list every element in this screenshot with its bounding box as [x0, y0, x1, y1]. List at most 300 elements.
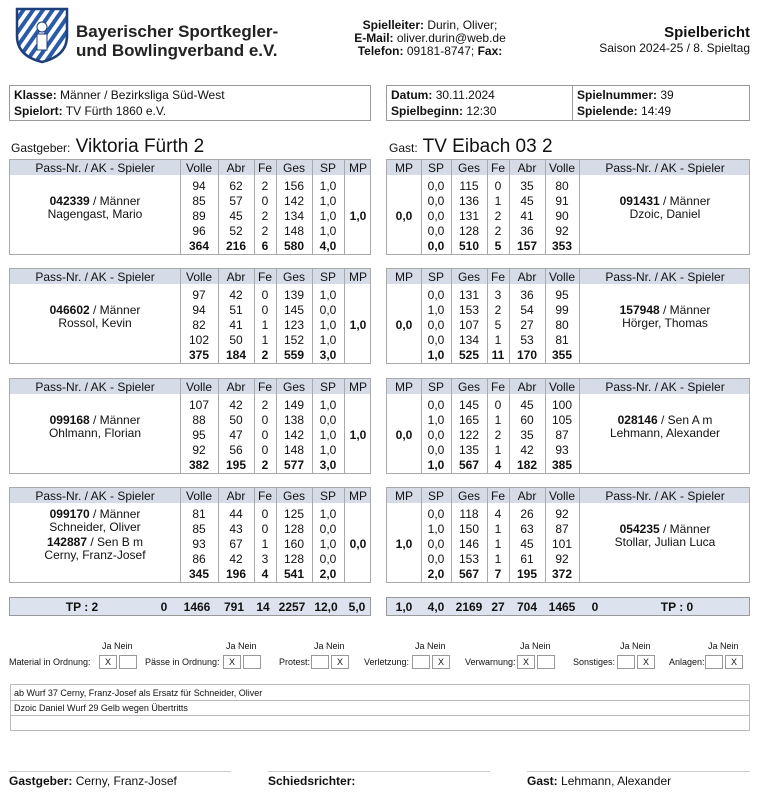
sum-cell: 355: [551, 348, 573, 362]
score-cell: 107: [458, 318, 480, 332]
column-header: Pass-Nr. / AK - Spieler: [605, 380, 725, 394]
score-cell: 41: [520, 209, 534, 223]
pass-number: 099170: [49, 507, 90, 521]
host-player-block: [9, 378, 371, 474]
host-sign-name: Cerny, Franz-Josef: [75, 774, 177, 788]
column-header: Ges: [282, 161, 305, 175]
pass-number: 091431: [619, 194, 660, 208]
score-cell: 131: [458, 209, 480, 223]
guest-total-fe: 27: [491, 600, 505, 614]
player-pass-line: [10, 194, 180, 208]
column-header: Fe: [490, 380, 505, 394]
nummer-label: Spielnummer:: [577, 88, 658, 102]
klasse-label: Klasse:: [14, 88, 57, 102]
sum-cell: 375: [188, 348, 210, 362]
ende-value: 14:49: [641, 104, 672, 118]
sum-cell: 2: [261, 348, 269, 362]
score-cell: 93: [555, 443, 569, 457]
match-time-box: [386, 85, 750, 121]
sum-cell: 7: [494, 567, 502, 581]
sum-cell: 2,0: [319, 567, 337, 581]
column-header: Ges: [457, 161, 480, 175]
sum-cell: 567: [458, 567, 480, 581]
score-cell: 62: [229, 179, 243, 193]
column-header: Abr: [517, 489, 537, 503]
player-name: Lehmann, Alexander: [609, 426, 721, 440]
column-header: Pass-Nr. / AK - Spieler: [35, 489, 155, 503]
column-header: Volle: [185, 161, 213, 175]
score-cell: 94: [192, 179, 206, 193]
guest-total-abr: 704: [516, 600, 538, 614]
host-tp: TP : 2: [65, 600, 99, 614]
score-cell: 1: [261, 318, 269, 332]
age-class: / Sen A m: [661, 413, 713, 427]
score-cell: 90: [555, 209, 569, 223]
sum-cell: 345: [188, 567, 210, 581]
player-name: Ohlmann, Florian: [48, 426, 142, 440]
score-cell: 0: [261, 522, 269, 536]
host-team: [11, 136, 204, 158]
sum-cell: 372: [551, 567, 573, 581]
score-cell: 1,0: [319, 179, 337, 193]
score-cell: 93: [192, 537, 206, 551]
score-cell: 1: [494, 552, 502, 566]
column-header: SP: [427, 270, 444, 284]
column-header: Pass-Nr. / AK - Spieler: [605, 489, 725, 503]
score-cell: 101: [551, 537, 573, 551]
age-class: / Männer: [663, 522, 711, 536]
score-cell: 47: [229, 428, 243, 442]
check-yes-box[interactable]: X: [99, 655, 117, 669]
score-cell: 2: [494, 428, 502, 442]
sum-cell: 4,0: [319, 239, 337, 253]
check-no-box[interactable]: X: [637, 655, 655, 669]
score-cell: 0,0: [319, 303, 337, 317]
score-cell: 61: [520, 552, 534, 566]
score-cell: 50: [229, 413, 243, 427]
score-cell: 2: [494, 303, 502, 317]
score-cell: 43: [229, 522, 243, 536]
score-cell: 1: [494, 194, 502, 208]
score-cell: 0: [261, 303, 269, 317]
note-line: ab Wurf 37 Cerny, Franz-Josef als Ersatz für Schneider, Oliver: [14, 688, 263, 698]
check-label: Sonstiges:: [573, 657, 616, 667]
score-cell: 56: [229, 443, 243, 457]
check-no-box[interactable]: [537, 655, 555, 669]
score-cell: 26: [520, 507, 534, 521]
phone-label: Telefon:: [357, 44, 404, 58]
score-cell: 0,0: [427, 552, 445, 566]
sum-cell: 11: [491, 348, 505, 362]
check-label: Anlagen:: [669, 657, 705, 667]
sum-cell: 385: [551, 458, 573, 472]
score-cell: 1: [494, 537, 502, 551]
player-pass-line: [10, 507, 180, 521]
guest-team-name: TV Eibach 03 2: [422, 136, 553, 157]
score-cell: 125: [283, 507, 305, 521]
pass-number: 099168: [49, 413, 90, 427]
guest-player-block: [386, 487, 750, 583]
org-line-2: und Bowlingverband e.V.: [76, 41, 278, 60]
age-class: / Männer: [93, 507, 141, 521]
match-points: 0,0: [395, 318, 413, 332]
score-cell: 44: [229, 507, 243, 521]
pass-number: 028146: [617, 413, 658, 427]
host-total-sp: 12,0: [314, 600, 338, 614]
score-cell: 67: [229, 537, 243, 551]
sum-cell: 195: [225, 458, 247, 472]
ende-label: Spielende:: [577, 104, 638, 118]
check-no-box[interactable]: X: [331, 655, 349, 669]
score-cell: 45: [229, 209, 243, 223]
column-header: Ges: [457, 489, 480, 503]
score-cell: 0,0: [427, 179, 445, 193]
player-name: Dzoic, Daniel: [629, 207, 701, 221]
guest-total-mp: 1,0: [395, 600, 413, 614]
score-cell: 1: [261, 537, 269, 551]
check-yes-box[interactable]: [617, 655, 635, 669]
contact-info: [330, 19, 530, 58]
column-header: Pass-Nr. / AK - Spieler: [35, 270, 155, 284]
player-name: Schneider, Oliver: [49, 520, 141, 534]
sum-cell: 5: [494, 239, 502, 253]
player-pass-line: [579, 522, 751, 536]
score-cell: 1,0: [319, 194, 337, 208]
guest-sign-label: Gast:: [527, 774, 558, 788]
pass-number: 042339: [49, 194, 90, 208]
sum-cell: 195: [516, 567, 538, 581]
column-header: Volle: [185, 380, 213, 394]
pass-number: 054235: [619, 522, 660, 536]
contact-phone: 09181-8747;: [406, 44, 475, 58]
score-cell: 95: [555, 288, 569, 302]
score-cell: 81: [192, 507, 206, 521]
score-cell: 150: [458, 522, 480, 536]
check-no-box[interactable]: [243, 655, 261, 669]
sum-cell: 580: [283, 239, 305, 253]
report-season: Saison 2024-25 / 8. Spieltag: [599, 41, 750, 55]
score-cell: 142: [283, 428, 305, 442]
score-cell: 128: [283, 522, 305, 536]
score-cell: 5: [494, 318, 502, 332]
column-header: Fe: [257, 380, 272, 394]
score-cell: 128: [283, 552, 305, 566]
guest-total-sp: 4,0: [427, 600, 445, 614]
score-cell: 87: [555, 522, 569, 536]
column-header: SP: [319, 380, 336, 394]
sum-cell: 353: [551, 239, 573, 253]
score-cell: 87: [555, 428, 569, 442]
score-cell: 50: [229, 333, 243, 347]
score-cell: 41: [229, 318, 243, 332]
score-cell: 135: [458, 443, 480, 457]
sum-cell: 196: [225, 567, 247, 581]
score-cell: 1,0: [319, 443, 337, 457]
sum-cell: 1,0: [427, 458, 445, 472]
guest-sign-name: Lehmann, Alexander: [561, 774, 672, 788]
column-header: Abr: [226, 489, 246, 503]
check-yes-box[interactable]: X: [517, 655, 535, 669]
column-header: SP: [427, 380, 444, 394]
federation-logo: [14, 6, 70, 64]
yes-no-header: Ja Nein: [708, 641, 739, 651]
match-points: 1,0: [349, 428, 367, 442]
score-cell: 81: [555, 333, 569, 347]
referee-sign-label: Schiedsrichter:: [268, 774, 356, 788]
score-cell: 99: [555, 303, 569, 317]
score-cell: 2: [261, 398, 269, 412]
score-cell: 42: [520, 443, 534, 457]
age-class: / Sen B m: [90, 535, 144, 549]
player-name: Nagengast, Mario: [47, 207, 143, 221]
score-cell: 3: [494, 288, 502, 302]
score-cell: 1: [494, 333, 502, 347]
score-cell: 45: [520, 537, 534, 551]
score-cell: 149: [283, 398, 305, 412]
score-cell: 1: [494, 443, 502, 457]
score-cell: 153: [458, 552, 480, 566]
org-line-1: Bayerischer Sportkegler-: [76, 22, 279, 41]
score-cell: 0,0: [319, 552, 337, 566]
sum-cell: 541: [283, 567, 305, 581]
check-yes-box[interactable]: [412, 655, 430, 669]
host-player-block: [9, 268, 371, 364]
column-header: MP: [395, 270, 413, 284]
host-signature: [9, 771, 231, 788]
score-cell: 95: [192, 428, 206, 442]
yes-no-header: Ja Nein: [620, 641, 651, 651]
column-header: MP: [349, 270, 367, 284]
column-header: Abr: [226, 270, 246, 284]
score-cell: 2: [494, 224, 502, 238]
score-cell: 42: [229, 398, 243, 412]
column-header: MP: [395, 380, 413, 394]
score-cell: 138: [283, 413, 305, 427]
age-class: / Männer: [93, 194, 141, 208]
score-cell: 2: [261, 179, 269, 193]
referee-signature: [268, 771, 490, 788]
host-tp-zero: 0: [160, 600, 168, 614]
score-cell: 85: [192, 522, 206, 536]
score-cell: 85: [192, 194, 206, 208]
column-header: Ges: [282, 270, 305, 284]
score-cell: 100: [551, 398, 573, 412]
column-header: Fe: [257, 489, 272, 503]
sum-cell: 3,0: [319, 458, 337, 472]
score-cell: 0,0: [427, 318, 445, 332]
score-cell: 2: [494, 209, 502, 223]
check-label: Verwarnung:: [465, 657, 516, 667]
score-cell: 86: [192, 552, 206, 566]
score-cell: 1,0: [319, 224, 337, 238]
score-cell: 1,0: [319, 333, 337, 347]
pass-number: 142887: [46, 535, 87, 549]
score-cell: 63: [520, 522, 534, 536]
sum-cell: 182: [516, 458, 538, 472]
score-cell: 42: [229, 552, 243, 566]
column-header: Fe: [257, 161, 272, 175]
score-cell: 122: [458, 428, 480, 442]
score-cell: 1,0: [319, 398, 337, 412]
host-label: Gastgeber:: [11, 141, 71, 155]
column-header: Ges: [282, 489, 305, 503]
player-pass-line: [579, 413, 751, 427]
age-class: / Männer: [93, 303, 141, 317]
player-name: Cerny, Franz-Josef: [44, 548, 146, 562]
column-header: Ges: [457, 380, 480, 394]
score-cell: 45: [520, 398, 534, 412]
score-cell: 118: [459, 507, 479, 521]
column-header: Fe: [490, 489, 505, 503]
score-cell: 1,0: [319, 507, 337, 521]
score-cell: 0,0: [427, 224, 445, 238]
score-cell: 148: [283, 443, 305, 457]
score-cell: 156: [283, 179, 305, 193]
column-header: Abr: [517, 270, 537, 284]
score-cell: 0,0: [319, 413, 337, 427]
score-cell: 1,0: [319, 428, 337, 442]
score-cell: 153: [458, 303, 480, 317]
score-cell: 57: [229, 194, 243, 208]
column-header: Fe: [257, 270, 272, 284]
score-cell: 51: [229, 303, 243, 317]
score-cell: 0: [261, 428, 269, 442]
score-cell: 96: [192, 224, 206, 238]
guest-team: [389, 136, 553, 158]
check-yes-box[interactable]: [311, 655, 329, 669]
score-cell: 123: [283, 318, 305, 332]
host-totals: [9, 597, 371, 616]
beginn-label: Spielbeginn:: [391, 104, 463, 118]
score-cell: 92: [555, 552, 569, 566]
host-team-name: Viktoria Fürth 2: [75, 136, 205, 157]
score-cell: 1,0: [319, 537, 337, 551]
sum-cell: 170: [516, 348, 538, 362]
check-label: Material in Ordnung:: [9, 657, 91, 667]
guest-tp: TP : 0: [660, 600, 694, 614]
match-points: 1,0: [349, 318, 367, 332]
pass-number: 157948: [619, 303, 660, 317]
score-cell: 0: [261, 288, 269, 302]
sum-cell: 0,0: [427, 239, 445, 253]
guest-player-block: [386, 159, 750, 255]
score-cell: 0: [261, 443, 269, 457]
column-header: Volle: [185, 489, 213, 503]
sum-cell: 559: [283, 348, 305, 362]
column-header: Abr: [226, 161, 246, 175]
check-no-box[interactable]: X: [432, 655, 450, 669]
host-total-mp: 5,0: [348, 600, 366, 614]
column-header: Fe: [490, 270, 505, 284]
player-name: Stollar, Julian Luca: [614, 535, 716, 549]
yes-no-header: Ja Nein: [314, 641, 345, 651]
spielort-label: Spielort:: [14, 104, 63, 118]
score-cell: 0: [261, 507, 269, 521]
host-total-ges: 2257: [278, 600, 306, 614]
column-header: SP: [319, 270, 336, 284]
sum-cell: 525: [458, 348, 480, 362]
guest-tp-zero: 0: [591, 600, 599, 614]
yes-no-header: Ja Nein: [520, 641, 551, 651]
sum-cell: 2: [261, 458, 269, 472]
score-cell: 94: [192, 303, 206, 317]
score-cell: 134: [283, 209, 305, 223]
yes-no-header: Ja Nein: [102, 641, 133, 651]
score-cell: 92: [555, 507, 569, 521]
score-cell: 107: [188, 398, 210, 412]
column-header: Ges: [282, 380, 305, 394]
score-cell: 152: [283, 333, 305, 347]
column-header: Abr: [517, 380, 537, 394]
guest-label: Gast:: [389, 141, 418, 155]
check-no-box[interactable]: [119, 655, 137, 669]
score-cell: 0,0: [427, 443, 445, 457]
contact-email[interactable]: oliver.durin@web.de: [396, 31, 506, 45]
report-heading: [599, 24, 750, 55]
score-cell: 0,0: [427, 194, 445, 208]
column-header: Volle: [548, 161, 576, 175]
score-cell: 91: [555, 194, 569, 208]
score-cell: 2: [261, 224, 269, 238]
check-yes-box[interactable]: X: [223, 655, 241, 669]
check-no-box[interactable]: X: [725, 655, 743, 669]
check-yes-box[interactable]: [705, 655, 723, 669]
sum-cell: 567: [458, 458, 480, 472]
nummer-value: 39: [660, 88, 674, 102]
match-points: 0,0: [395, 428, 413, 442]
score-cell: 148: [283, 224, 305, 238]
sum-cell: 4: [494, 458, 502, 472]
score-cell: 52: [229, 224, 243, 238]
score-cell: 1: [494, 413, 502, 427]
score-cell: 145: [458, 398, 480, 412]
column-header: Pass-Nr. / AK - Spieler: [605, 161, 725, 175]
score-cell: 88: [192, 413, 206, 427]
column-header: Volle: [185, 270, 213, 284]
player-pass-line: [579, 303, 751, 317]
age-class: / Männer: [93, 413, 141, 427]
score-cell: 0,0: [427, 398, 445, 412]
score-cell: 1,0: [427, 522, 445, 536]
note-line: Dzoic Daniel Wurf 29 Gelb wegen Übertritts: [14, 703, 188, 713]
host-player-block: [9, 487, 371, 583]
score-cell: 0,0: [319, 522, 337, 536]
age-class: / Männer: [663, 194, 711, 208]
yes-no-header: Ja Nein: [415, 641, 446, 651]
score-cell: 139: [283, 288, 305, 302]
score-cell: 160: [283, 537, 305, 551]
sum-cell: 4: [261, 567, 269, 581]
column-header: MP: [349, 380, 367, 394]
match-points: 0,0: [395, 209, 413, 223]
match-class-box: [9, 85, 371, 121]
score-cell: 35: [520, 428, 534, 442]
score-cell: 115: [459, 179, 479, 193]
check-label: Verletzung:: [364, 657, 410, 667]
column-header: MP: [349, 489, 367, 503]
column-header: Abr: [517, 161, 537, 175]
column-header: Volle: [548, 380, 576, 394]
score-cell: 0: [261, 413, 269, 427]
organization-name: [76, 22, 278, 60]
host-player-block: [9, 159, 371, 255]
score-cell: 80: [555, 179, 569, 193]
column-header: SP: [427, 161, 444, 175]
player-name: Rossol, Kevin: [58, 316, 132, 330]
score-cell: 102: [188, 333, 210, 347]
column-header: SP: [319, 161, 336, 175]
guest-player-block: [386, 378, 750, 474]
